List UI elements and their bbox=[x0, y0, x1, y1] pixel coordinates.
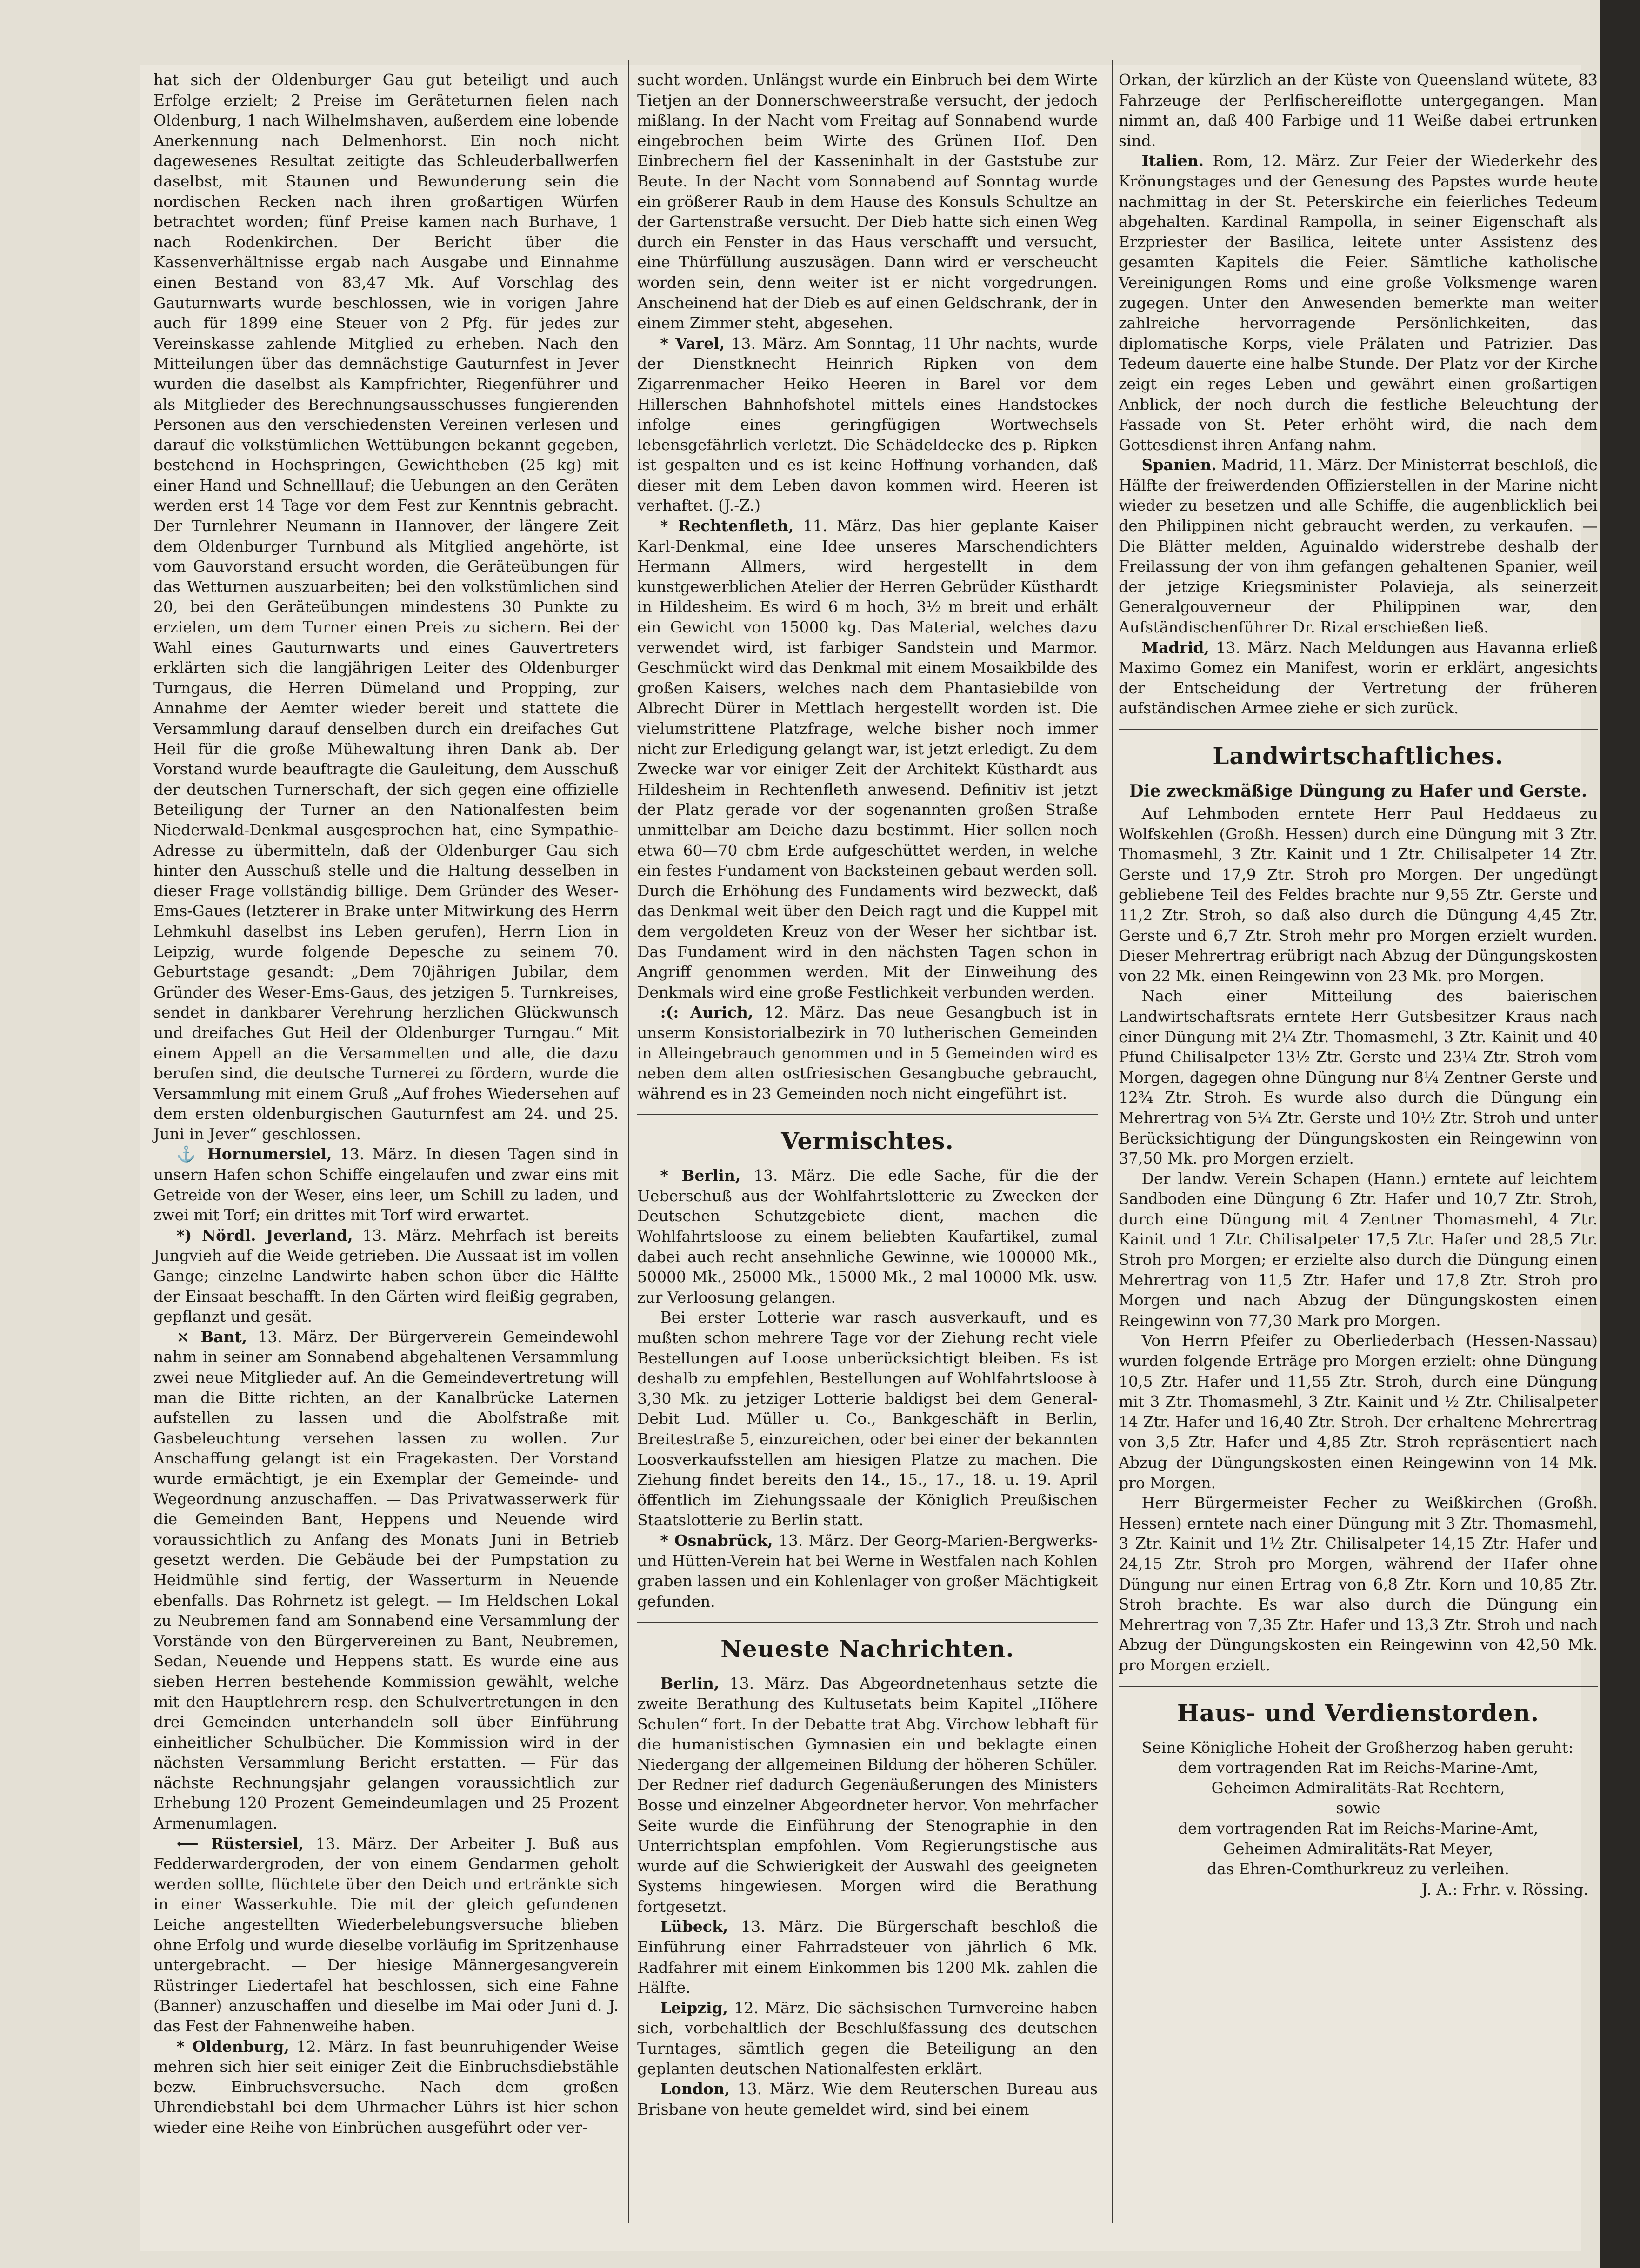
section-subheading: Die zweckmäßige Düngung zu Hafer und Gerste. bbox=[1129, 781, 1587, 801]
news-item bbox=[637, 516, 1098, 1002]
news-text: 13. März. Am Sonntag, 11 Uhr nachts, wurde der Dienstknecht Heinrich Ripken von dem Zigarrenmacher Heiko Heeren in Barel vor dem Hillerschen Bahnhofshotel mittels eines Handstockes infolge eines geringfügigen Wortwechsels lebensgefährlich verletzt. Die Schädeldecke des p. Ripken ist gespalten und es ist keine Hoffnung vorhanden, daß dieser mit dem Leben davon kommen wird. Heeren ist verhaftet. (J.-Z.) bbox=[637, 334, 1098, 515]
news-item bbox=[153, 1327, 619, 1834]
dateline: * Osnabrück, bbox=[660, 1531, 773, 1550]
article-text: Von Herrn Pfeifer zu Oberliederbach (Hessen-Nassau) wurden folgende Erträge pro Morgen erzielt: ohne Düngung 10,5 Ztr. Hafer und 11,55 Ztr. Stroh, durch eine Düngung mit 3 Ztr. Thomasmehl, 3 Ztr. Kainit und ½ Ztr. Chilisalpeter 14 Ztr. Hafer und 16,40 Ztr. Stroh. Der erhaltene Mehrertrag von 3,5 Ztr. Hafer und 4,85 Ztr. Stroh repräsentiert nach Abzug der Düngungskosten einen Reingewinn von 14 Mk. pro Morgen. bbox=[1119, 1331, 1598, 1492]
article-text: sucht worden. Unlängst wurde ein Einbruch bei dem Wirte Tietjen an der Donnerschweerstraße versucht, der jedoch mißlang. In der Nacht vom Freitag auf Sonnabend wurde eingebrochen beim Wirte des Grünen Hof. Den Einbrechern fiel der Kasseninhalt in der Gaststube zur Beute. In der Nacht vom Sonnabend auf Sonntag wurde ein größerer Raub in dem Hause des Konsuls Schultze an der Gartenstraße versucht. Der Dieb hatte sich einen Weg durch ein Fenster in das Haus verschafft und versucht, eine Thürfüllung auszusägen. Dann wird er verscheucht worden sein, denn weiter ist er nicht vorgedrungen. Anscheinend hat der Dieb es auf einen Geldschrank, der in einem Zimmer steht, abgesehen. bbox=[637, 71, 1098, 333]
news-text: Rom, 12. März. Zur Feier der Wiederkehr des Krönungstages und der Genesung des Papstes wurde heute nachmittag in der St. Peterskirche ein feierliches Tedeum abgehalten. Kardinal Rampolla, in seiner Eigenschaft als Erzpriester der Basilica, leitete unter Assistenz des gesamten Kapitels die Feier. Sämtliche katholische Vereinigungen Roms und eine große Volksmenge waren zugegen. Unter den Anwesenden bemerkte man weiter zahlreiche hervorragende Persönlichkeiten, das diplomatische Korps, viele Prälaten und Patrizier. Das Tedeum dauerte eine halbe Stunde. Der Platz vor der Kirche zeigt ein reges Leben und gewährt einen großartigen Anblick, der noch durch die festliche Beleuchtung der Fassade von St. Peter erhöht wird, die nach dem Gottesdienst ihren Anfang nahm. bbox=[1119, 152, 1598, 454]
news-text: 13. März. Mehrfach ist bereits Jungvieh auf die Weide getrieben. Die Aussaat ist im vollen Gange; einzelne Landwirte haben schon über die Hälfte der Einsaat beschafft. In den Gärten wird fleißig gegraben, gepflanzt und gesät. bbox=[153, 1226, 619, 1326]
section-heading-landwirtschaftliches: Landwirtschaftliches. bbox=[1213, 742, 1504, 770]
news-text: Orkan, der kürzlich an der Küste von Queensland wütete, 83 Fahrzeuge der Perlfischereiflotte untergegangen. Man nimmt an, daß 400 Farbige und 11 Weiße dabei ertrunken sind. bbox=[1119, 71, 1598, 150]
dateline: London, bbox=[660, 2080, 730, 2098]
dateline: * Varel, bbox=[660, 334, 725, 353]
news-item bbox=[153, 1834, 619, 2036]
news-text: 13. März. Die Bürgerschaft beschloß die Einführung einer Fahrradsteuer von jährlich 6 Mk. Radfahrer mit einem Einkommen bis 1200 Mk. zahlen die Hälfte. bbox=[637, 1917, 1098, 1997]
honor-line: Geheimen Admiralitäts-Rat Rechtern, bbox=[1211, 1778, 1505, 1797]
news-item bbox=[637, 1530, 1098, 1611]
news-text: 12. März. Das neue Gesangbuch ist in unserm Konsistorialbezirk in 70 lutherischen Gemeinden in Alleingebrauch genommen und in 5 Gemeinden wird es neben dem alten ostfriesischen Gesangbuche gebraucht, während es in 23 Gemeinden noch nicht eingeführt ist. bbox=[637, 1003, 1098, 1103]
news-text: 13. März. Der Georg-Marien-Bergwerks- und Hütten-Verein hat bei Werne in Westfalen nach Kohlen graben lassen und ein Kohlenlager von großer Mächtigkeit gefunden. bbox=[637, 1531, 1098, 1610]
news-item bbox=[637, 1673, 1098, 1916]
dateline: Italien. bbox=[1141, 152, 1204, 170]
dateline: * Rechtenfleth, bbox=[660, 517, 794, 535]
column-rule bbox=[1112, 60, 1113, 2223]
honor-line: Geheimen Admiralitäts-Rat Meyer, bbox=[1223, 1839, 1493, 1858]
section-heading-neueste-nachrichten: Neueste Nachrichten. bbox=[720, 1635, 1014, 1663]
section-rule bbox=[637, 1114, 1098, 1115]
news-item bbox=[153, 1225, 619, 1327]
column-1 bbox=[153, 70, 619, 2138]
article-text: Der landw. Verein Schapen (Hann.) erntete auf leichtem Sandboden eine Düngung 6 Ztr. Hafer und 10,7 Ztr. Stroh, durch eine Düngung mit 4 Zentner Thomasmehl, 4 Ztr. Kainit und 1 Ztr. Chilisalpeter 17,5 Ztr. Hafer und 28,5 Ztr. Stroh pro Morgen; er erzielte also durch die Düngung einen Mehrertrag von 11,5 Ztr. Hafer und 17,8 Ztr. Stroh pro Morgen und nach Abzug der Düngungskosten einen Reingewinn von 77,30 Mark pro Morgen. bbox=[1119, 1169, 1598, 1330]
honor-text: Seine Königliche Hoheit der Großherzog haben geruht: bbox=[1141, 1738, 1573, 1756]
news-text: 13. März. Der Bürgerverein Gemeindewohl nahm in seiner am Sonnabend abgehaltenen Versammlung zwei neue Mitglieder auf. An die Gemeindevertretung will man die Bitte richten, an der Kanalbrücke Laternen aufstellen zu lassen und die Abolfstraße mit Gasbeleuchtung versehen lassen zu wollen. Zur Anschaffung gelangt ist ein Fragekasten. Der Vorstand wurde ermächtigt, je ein Exemplar der Gemeinde- und Wegeordnung anzuschaffen. — Das Privatwasserwerk für die Gemeinden Bant, Heppens und Neuende wird voraussichtlich zu Anfang des Monats Juni in Betrieb gesetzt werden. Die Gebäude bei der Pumpstation zu Heidmühle sind fertig, der Wasserturm in Neuende ebenfalls. Das Rohrnetz ist gelegt. — Im Heldschen Lokal zu Neubremen fand am Sonnabend eine Versammlung der Vorstände von den Bürgervereinen zu Bant, Neubremen, Sedan, Neuende und Heppens statt. Es wurde eine aus sieben Herren bestehende Kommission gewählt, welche mit den Hauptlehrern resp. den Schulvertretungen in den drei Gemeinden unterhandeln soll über Einführung einheitlicher Schulbücher. Die Kommission wird in der nächsten Versammlung Bericht erstatten. — Für das nächste Rechnungsjahr gelangen voraussichtlich zur Erhebung 120 Prozent Gemeindeumlagen und 25 Prozent Armenumlagen. bbox=[153, 1327, 619, 1833]
dateline: ⚓ Hornumersiel, bbox=[176, 1145, 332, 1164]
dateline: ⤬ Bant, bbox=[176, 1327, 247, 1346]
news-item bbox=[153, 1144, 619, 1225]
scan-edge bbox=[1600, 0, 1640, 2268]
column-2 bbox=[637, 70, 1098, 2119]
dateline: ⟵ Rüstersiel, bbox=[176, 1834, 304, 1853]
article-text: Auf Lehmboden erntete Herr Paul Heddaeus zu Wolfskehlen (Großh. Hessen) durch eine Düngung mit 3 Ztr. Thomasmehl, 3 Ztr. Kainit und 1 Ztr. Chilisalpeter 14 Ztr. Gerste und 17,9 Ztr. Stroh pro Morgen. Der ungedüngt gebliebene Teil des Feldes brachte nur 9,55 Ztr. Gerste und 11,2 Ztr. Stroh, so daß also durch die Düngung 4,45 Ztr. Gerste und 6,7 Ztr. Stroh mehr pro Morgen erzielt wurden. Dieser Mehrertrag erübrigt nach Abzug der Düngungskosten von 22 Mk. einen Reingewinn von 23 Mk. pro Morgen. bbox=[1119, 805, 1598, 985]
news-item bbox=[1119, 151, 1598, 455]
news-text: 13. März. Wie dem Reuterschen Bureau aus Brisbane von heute gemeldet wird, sind bei einem bbox=[637, 2080, 1098, 2118]
dateline: Madrid, bbox=[1141, 638, 1209, 657]
dateline: Berlin, bbox=[660, 1674, 720, 1693]
dateline: Leipzig, bbox=[660, 1998, 728, 2017]
section-rule bbox=[1119, 729, 1598, 730]
news-text: 12. März. In fast beunruhigender Weise mehren sich hier seit einiger Zeit die Einbruchsdiebstähle bezw. Einbruchsversuche. Nach dem großen Uhrendiebstahl bei dem Uhrmacher Lührs ist hier schon wieder eine Reihe von Einbrüchen ausgeführt oder ver- bbox=[153, 2037, 619, 2136]
news-text: 13. März. Die edle Sache, für die der Ueberschuß aus der Wohlfahrtslotterie zu Zwecken der Deutschen Schutzgebiete dient, machen die Wohlfahrtsloose zu einem beliebten Kaufartikel, zumal dabei auch recht ansehnliche Gewinne, wie 100000 Mk., 50000 Mk., 25000 Mk., 15000 Mk., 2 mal 10000 Mk. usw. zur Verloosung gelangen. bbox=[637, 1166, 1098, 1306]
news-item bbox=[1119, 455, 1598, 637]
news-item bbox=[637, 1916, 1098, 1997]
dateline: * Berlin, bbox=[660, 1166, 741, 1185]
honor-line: das Ehren-Comthurkreuz zu verleihen. bbox=[1207, 1860, 1509, 1878]
news-text: 13. März. Der Arbeiter J. Buß aus Fedderwardergroden, der von einem Gendarmen geholt werden sollte, flüchtete über den Deich und ertränkte sich in einer Wasserkuhle. Die mit der gleich gefundenen Leiche angestellten Wiederbelebungsversuche blieben ohne Erfolg und wurde dieselbe vorläufig im Spritzenhause untergebracht. — Der hiesige Männergesangverein Rüstringer Liedertafel hat beschlossen, sich eine Fahne (Banner) anzuschaffen und dieselbe im Mai oder Juni d. J. das Fest der Fahnenweihe haben. bbox=[153, 1834, 619, 2035]
news-item bbox=[637, 2079, 1098, 2119]
news-item bbox=[637, 333, 1098, 516]
section-heading-orden: Haus- und Verdienstorden. bbox=[1177, 1699, 1540, 1727]
dateline: Spanien. bbox=[1141, 456, 1217, 474]
article-text: Herr Bürgermeister Fecher zu Weißkirchen (Großh. Hessen) erntete nach einer Düngung mit 3 Ztr. Thomasmehl, 3 Ztr. Kainit und 1½ Ztr. Chilisalpeter 14,15 Ztr. Hafer und 24,15 Ztr. Stroh pro Morgen, während der Hafer ohne Düngung nur einen Ertrag von 6,8 Ztr. Korn und 10,85 Ztr. Stroh brachte. Es war also durch die Düngung ein Mehrertrag von 7,35 Ztr. Hafer und 13,3 Ztr. Stroh und nach Abzug der Düngungskosten ein Reingewinn von 42,50 Mk. pro Morgen erzielt. bbox=[1119, 1494, 1598, 1674]
news-text: 13. März. Nach Meldungen aus Havanna erließ Maximo Gomez ein Manifest, worin er erklärt, angesichts der Entscheidung der Vertretung der früheren aufständischen Armee ziehe er sich zurück. bbox=[1119, 638, 1598, 718]
news-text: 13. März. Das Abgeordnetenhaus setzte die zweite Berathung des Kultusetats beim Kapitel „Höhere Schulen“ fort. In der Debatte trat Abg. Virchow lebhaft für die humanistischen Gymnasien ein und beklagte einen Niedergang der allgemeinen Bildung der höheren Schüler. Der Redner rief dadurch Gegenäußerungen des Ministers Bosse und einzelner Abgeordneter hervor. Von mehrfacher Seite wurde die Einführung der Stenographie in den Unterrichtsplan empfohlen. Vom Regierungstische aus wurde auf die Schwierigkeit der Auswahl des geeigneten Systems hingewiesen. Morgen wird die Berathung fortgesetzt. bbox=[637, 1674, 1098, 1915]
article-text: Nach einer Mitteilung des baierischen Landwirtschaftsrats erntete Herr Gutsbesitzer Kraus nach einer Düngung mit 2¼ Ztr. Thomasmehl, 3 Ztr. Kainit und 40 Pfund Chilisalpeter 13½ Ztr. Gerste und 23¼ Ztr. Stroh vom Morgen, dagegen ohne Düngung nur 8¼ Zentner Gerste und 12¾ Ztr. Stroh. Es wurde also durch die Düngung ein Mehrertrag von 5¼ Ztr. Gerste und 10½ Ztr. Stroh und unter Berücksichtigung der Düngungskosten ein Reingewinn von 37,50 Mk. pro Morgen erzielt. bbox=[1119, 987, 1598, 1168]
section-heading-vermischtes: Vermischtes. bbox=[781, 1127, 954, 1155]
news-item bbox=[153, 2036, 619, 2138]
news-item bbox=[1119, 638, 1598, 718]
column-3 bbox=[1119, 70, 1598, 1899]
honor-line: sowie bbox=[1336, 1799, 1380, 1817]
news-item bbox=[637, 1998, 1098, 2079]
news-item bbox=[637, 1002, 1098, 1104]
dateline: :(: Aurich, bbox=[660, 1003, 753, 1022]
news-text: Madrid, 11. März. Der Ministerrat beschloß, die Hälfte der freiwerdenden Offizierstellen in der Marine nicht wieder zu besetzen und alle Schiffe, die augenblicklich bei den Philippinen nicht gebraucht werden, zu verkaufen. — Die Blätter melden, Aguinaldo widerstrebe deshalb der Freilassung der von ihm gefangen gehaltenen Spanier, weil der jetzige Kriegsminister Polavieja, als seinerzeit Generalgouverneur der Philippinen war, den Aufständischenführer Dr. Rizal erschießen ließ. bbox=[1119, 456, 1598, 637]
section-rule bbox=[637, 1622, 1098, 1623]
honor-line: dem vortragenden Rat im Reichs-Marine-Amt, bbox=[1178, 1758, 1539, 1777]
news-text: 12. März. Die sächsischen Turnvereine haben sich, vorbehaltlich der Beschlußfassung des deutschen Turntages, sämtlich gegen die Beteiligung an den geplanten deutschen Nationalfesten erklärt. bbox=[637, 1998, 1098, 2078]
section-rule bbox=[1119, 1686, 1598, 1687]
column-rule bbox=[628, 60, 629, 2223]
dateline: *) Nördl. Jeverland, bbox=[176, 1226, 353, 1244]
news-text: 11. März. Das hier geplante Kaiser Karl-Denkmal, eine Idee unseres Marschendichters Hermann Allmers, wird hergestellt in dem kunstgewerblichen Atelier der Herren Gebrüder Küsthardt in Hildesheim. Es wird 6 m hoch, 3½ m breit und erhält ein Gewicht von 15000 kg. Das Material, welches dazu verwendet wird, ist farbiger Sandstein und Marmor. Geschmückt wird das Denkmal mit einem Mosaikbilde des großen Kaisers, welches nach dem Phantasiebilde von Albrecht Dürer in Mettlach hergestellt worden ist. Die vielumstrittene Platzfrage, welche bisher noch immer nicht zur Erledigung gelangt war, ist jetzt erledigt. Zu dem Zwecke war vor einiger Zeit der Architekt Küsthardt aus Hildesheim in Rechtenfleth anwesend. Definitiv ist jetzt der Platz gerade vor der sogenannten großen Straße unmittelbar am Deiche dazu bestimmt. Hier sollen noch etwa 60—70 cbm Erde aufgeschüttet werden, in welche ein festes Fundament von Backsteinen gebaut werden soll. Durch die Erhöhung des Fundaments wird bezweckt, daß das Denkmal weit über den Deich ragt und die Kuppel mit dem vergoldeten Kreuz von der Weser her sichtbar ist. Das Fundament wird in den nächsten Tagen schon in Angriff genommen werden. Mit der Einweihung des Denkmals wird eine große Festlichkeit verbunden werden. bbox=[637, 517, 1098, 1001]
news-item bbox=[637, 1165, 1098, 1307]
dateline: * Oldenburg, bbox=[176, 2037, 289, 2055]
article-text: hat sich der Oldenburger Gau gut beteiligt und auch Erfolge erzielt; 2 Preise im Geräteturnen fielen nach Oldenburg, 1 nach Wilhelmshaven, außerdem eine lobende Anerkennung nach Delmenhorst. Ein noch nicht dagewesenes Resultat zeitigte das Schleuderballwerfen daselbst, mit Staunen und Bewunderung sein die nordischen Recken nach ihren großartigen Würfen betrachtet worden; fünf Preise kamen nach Burhave, 1 nach Rodenkirchen. Der Bericht über die Kassenverhältnisse ergab nach Ausgabe und Einnahme einen Bestand von 83,47 Mk. Auf Vorschlag des Gauturnwarts wurde beschlossen, wie in vorigen Jahre auch für 1899 eine Steuer von 2 Pfg. für jedes zur Vereinskasse zahlende Mitglied zu erheben. Nach den Mitteilungen über das demnächstige Gauturnfest in Jever wurden die daselbst als Kampfrichter, Riegenführer und als Mitglieder des Berechnungsausschusses fungierenden Personen aus den verschiedensten Vereinen verlesen und darauf die volkstümlichen Wettübungen bekannt gegeben, bestehend in Hochspringen, Gewichtheben (25 kg) mit einer Hand und Schnelllauf; die Uebungen an den Geräten werden erst 14 Tage vor dem Fest zur Kenntnis gebracht. Der Turnlehrer Neumann in Hannover, der längere Zeit dem Oldenburger Turnbund als Mitglied angehörte, ist vom Gauvorstand ersucht worden, die Geräteübungen für das Wetturnen auszuarbeiten; bei den volkstümlichen sind 20, bei den Geräteübungen mindestens 30 Punkte zu erzielen, um dem Turner einen Preis zu sichern. Bei der Wahl eines Gauturnwarts und eines Gauvertreters erklärten sich die langjährigen Leiter des Oldenburger Turngaus, die Herren Dümeland und Propping, zur Annahme der Aemter wieder bereit und stattete die Versammlung darauf denselben durch ein dreifaches Gut Heil für die große Mühewaltung ihren Dank ab. Der Vorstand wurde beauftragte die Gauleitung, dem Ausschuß der deutschen Turnerschaft, der sich gegen eine offizielle Beteiligung der Turner an den Nationalfesten beim Niederwald-Denkmal ausgesprochen hat, eine Sympathie-Adresse zu übermitteln, daß der Oldenburger Gau sich hinter den Ausschuß stelle und die Haltung desselben in dieser Frage vollständig billige. Dem Gründer des Weser-Ems-Gaues (letzterer in Brake unter Mitwirkung des Herrn Lehmkuhl daselbst ins Leben gerufen), Herrn Lion in Leipzig, wurde folgende Depesche zu seinem 70. Geburtstage gesandt: „Dem 70jährigen Jubilar, dem Gründer des Weser-Ems-Gaus, des jetzigen 5. Turnkreises, sendet in dankbarer Verehrung herzlichen Glückwunsch und dreifaches Gut Heil der Oldenburger Turngau.“ Mit einem Appell an die Versammelten und alle, die dazu berufen sind, die deutsche Turnerei zu fördern, wurde die Versammlung mit einem Gruß „Auf frohes Wiedersehen auf dem ersten oldenburgischen Gauturnfest am 24. und 25. Juni in Jever“ geschlossen. bbox=[153, 71, 619, 1143]
dateline: Lübeck, bbox=[660, 1917, 728, 1936]
signature-line: J. A.: Frhr. v. Rössing. bbox=[1421, 1880, 1588, 1898]
news-text: 13. März. In diesen Tagen sind in unsern Hafen schon Schiffe eingelaufen und zwar eins mit Getreide von der Weser, eins leer, um Schill zu laden, und zwei mit Torf; ein drittes mit Torf wird erwartet. bbox=[153, 1145, 619, 1224]
news-text: Bei erster Lotterie war rasch ausverkauft, und es mußten schon mehrere Tage vor der Ziehung recht viele Bestellungen auf Loose unberücksichtigt bleiben. Es ist deshalb zu empfehlen, Bestellungen auf Wohlfahrtsloose à 3,30 Mk. zu jetziger Lotterie baldigst bei dem General-Debit Lud. Müller u. Co., Bankgeschäft in Berlin, Breitestraße 5, einzureichen, oder bei einer der bekannten Loosverkaufsstellen am hiesigen Platze zu machen. Die Ziehung findet bereits den 14., 15., 17., 18. u. 19. April öffentlich im Ziehungssaale der Königlich Preußischen Staatslotterie zu Berlin statt. bbox=[637, 1308, 1098, 1530]
honor-line: dem vortragenden Rat im Reichs-Marine-Amt, bbox=[1178, 1819, 1539, 1837]
